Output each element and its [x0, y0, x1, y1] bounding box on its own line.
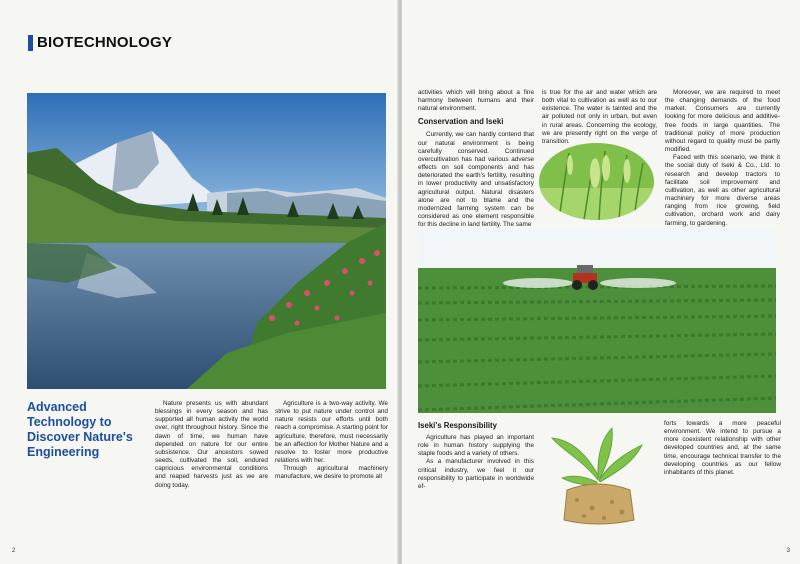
plant-soil-photo	[542, 420, 654, 528]
subheading-responsibility: Iseki's Responsibility	[418, 421, 497, 430]
section-title: BIOTECHNOLOGY	[37, 34, 173, 51]
body-column-4	[418, 434, 534, 491]
body-column-3	[665, 89, 780, 228]
body-column-5	[664, 420, 781, 477]
subheading-conservation: Conservation and Iseki	[418, 117, 504, 127]
left-page	[0, 0, 398, 564]
tractor-field-photo	[418, 228, 776, 413]
right-page	[401, 0, 800, 564]
headline: Advanced Technology to Discover Nature's Engineering	[27, 400, 133, 459]
body-column-2	[542, 89, 657, 146]
paragraph: Agriculture has played an important role in human history supplying the staple foods and a variety of others.	[418, 434, 534, 458]
wheat-photo	[539, 143, 654, 220]
page-number: 3	[786, 548, 790, 554]
body-column-1	[418, 89, 534, 229]
paragraph: activities which will bring about a fine harmony between humans and their natural environment.	[418, 89, 534, 113]
paragraph: Agriculture is a two-way activity. We strive to put nature under control and nature resists our efforts until both reach a compromise. A starting point for agriculture, therefore, must necessarily be an affection for Mother Nature and a resolve to foster more productive relations with her.	[275, 400, 388, 465]
paragraph: is true for the air and water which are both vital to cultivation as well as to our existence. The water is tainted and the air polluted not only in urban, but even in rural areas. Concerning the ecology, we are presently right on the verge of transition.	[542, 89, 657, 145]
paragraph: Through agricultural machinery manufacture, we desire to promote all	[275, 465, 388, 481]
paragraph: Currently, we can hardly contend that our natural environment is being carefully conserved. Continued overcultivation has had various adverse effects on soil components and has deteriorated the earth's fertility, resulting in lower productivity and unsatisfactory agricultural output. Natural disasters alone are not to blame and the modernized farming system can be considered as one element responsible for this decline in land fertility. The same	[418, 131, 534, 229]
body-column-2	[275, 400, 388, 482]
paragraph: forts towards a more peaceful environment. We intend to pursue a more coexistent relationship with other developed countries and, at the same time, encourage technical transfer to the developing countries as our fellow inhabitants of this planet.	[664, 420, 781, 476]
paragraph: Nature presents us with abundant blessings in every season and has supported all human activity the world over, right throughout history. Since the dawn of time, we human have depended on nature for our entire subsistence. Our ancestors sowed seeds, cultivated the soil, endured capricious environmental conditions and reaped harvests just as we are doing today.	[155, 400, 268, 489]
paragraph: Faced with this scenario, we think it the social duty of Iseki & Co., Ltd. to research and develop tractors to facilitate soil improvement and cultivation, as well as other agricultural machinery for more diverse areas ranging from rice growing, field cultivation, orchard work and dairy farming, to gardening.	[665, 154, 780, 227]
section-marker	[28, 35, 33, 51]
paragraph: Moreover, we are required to meet the changing demands of the food market. Consumers are currently looking for more delicious and additive-free foods in large quantities. The traditional policy of more production without regard to quality must be partly modified.	[665, 89, 780, 154]
paragraph: As a manufacturer involved in this critical industry, we feel it our responsibility to participate in worldwide ef-	[418, 458, 534, 490]
body-column-1	[155, 400, 268, 490]
mountain-lake-photo	[27, 93, 386, 389]
page-number: 2	[12, 548, 16, 554]
